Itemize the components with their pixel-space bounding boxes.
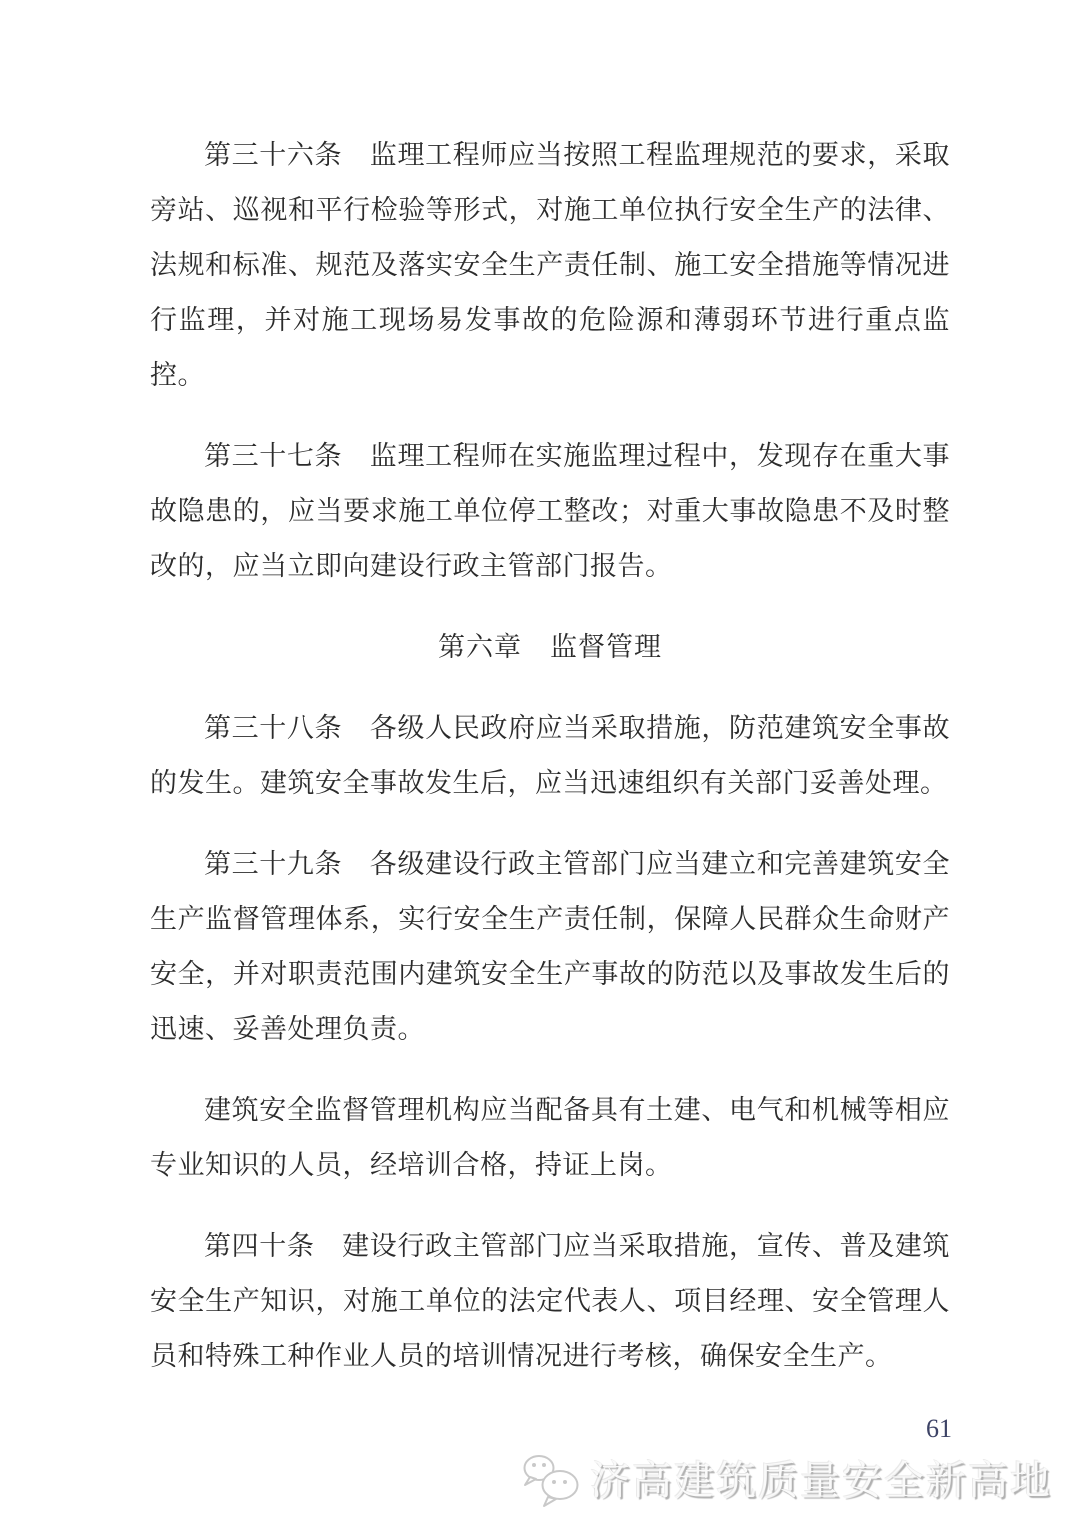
paragraph-article-37: 第三十七条 监理工程师在实施监理过程中，发现存在重大事故隐患的，应当要求施工单位停工整改；对重大事故隐患不及时整改的，应当立即向建设行政主管部门报告。 xyxy=(150,441,950,581)
paragraph-article-38: 第三十八条 各级人民政府应当采取措施，防范建筑安全事故的发生。建筑安全事故发生后，应当迅速组织有关部门妥善处理。 xyxy=(150,713,950,798)
wechat-logo-icon xyxy=(520,1452,582,1510)
page-number: 61 xyxy=(926,1414,952,1443)
document-body xyxy=(150,128,950,1410)
paragraph-article-40: 第四十条 建设行政主管部门应当采取措施，宣传、普及建筑安全生产知识，对施工单位的法定代表人、项目经理、安全管理人员和特殊工种作业人员的培训情况进行考核，确保安全生产。 xyxy=(150,1231,950,1371)
chapter-heading: 第六章 监督管理 xyxy=(438,632,662,662)
watermark-text: 济高建筑质量安全新高地 xyxy=(590,1459,1052,1503)
watermark xyxy=(520,1452,1052,1510)
paragraph-article-39: 第三十九条 各级建设行政主管部门应当建立和完善建筑安全生产监督管理体系，实行安全生产责任制，保障人民群众生命财产安全，并对职责范围内建筑安全生产事故的防范以及事故发生后的迅速、妥善处理负责。 xyxy=(150,849,950,1044)
paragraph-article-39-continued: 建筑安全监督管理机构应当配备具有土建、电气和机械等相应专业知识的人员，经培训合格，持证上岗。 xyxy=(150,1095,950,1180)
paragraph-article-36: 第三十六条 监理工程师应当按照工程监理规范的要求，采取旁站、巡视和平行检验等形式，对施工单位执行安全生产的法律、法规和标准、规范及落实安全生产责任制、施工安全措施等情况进行监理，并对施工现场易发事故的危险源和薄弱环节进行重点监控。 xyxy=(150,140,950,390)
